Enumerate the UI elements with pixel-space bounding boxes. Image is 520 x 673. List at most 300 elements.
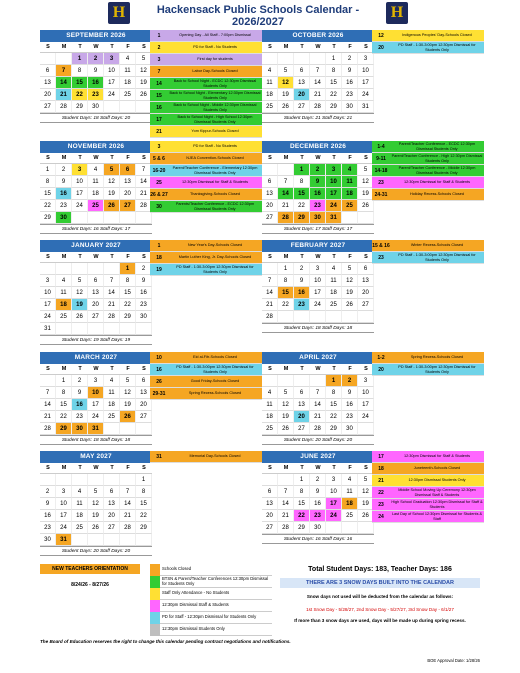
board-footnote: The Board of Education reserves the right to change this calendar pending contract negotiations and notifications. xyxy=(40,639,291,644)
day-cell: 6 xyxy=(262,486,278,498)
event-row xyxy=(150,376,262,388)
day-cell: 9 xyxy=(56,176,72,188)
empty-cell xyxy=(56,323,72,335)
event-date: 2 xyxy=(150,42,168,53)
event-date: 30 xyxy=(150,201,168,212)
month-day-counts: Student Days: 17 Staff Days: 17 xyxy=(262,224,374,234)
totals-title: Total Student Days: 183, Teacher Days: 186 xyxy=(308,566,452,573)
event-date: 5 & 6 xyxy=(150,153,168,164)
day-cell: 19 xyxy=(278,89,294,101)
day-cell: 13 xyxy=(358,275,374,287)
day-cell: 15 xyxy=(326,77,342,89)
event-date: 14-18 xyxy=(372,165,390,176)
day-cell: 4 xyxy=(262,65,278,77)
day-cell: 21 xyxy=(262,299,278,311)
day-cell: 8 xyxy=(72,65,88,77)
day-cell: 23 xyxy=(342,89,358,101)
day-cell: 26 xyxy=(278,101,294,113)
weekday-label: W xyxy=(88,463,104,474)
day-cell: 12 xyxy=(136,65,152,77)
month-day-counts: Student Days: 18 Staff Days: 18 xyxy=(40,435,152,445)
day-cell: 2 xyxy=(88,53,104,65)
weekday-label: S xyxy=(262,153,278,164)
weekday-label: M xyxy=(278,252,294,263)
day-cell: 10 xyxy=(326,176,342,188)
day-cell: 17 xyxy=(358,399,374,411)
day-cell: 28 xyxy=(278,212,294,224)
day-cell: 27 xyxy=(88,311,104,323)
event-text: Back to School Night - Middle 12:30pm Dismissal Students Only xyxy=(168,102,262,113)
event-date: 17 xyxy=(372,451,390,462)
weekday-label: S xyxy=(136,42,152,53)
day-cell: 17 xyxy=(326,188,342,200)
event-text: Memorial Day-Schools Closed xyxy=(168,451,262,462)
day-cell: 24 xyxy=(40,311,56,323)
event-row xyxy=(150,30,262,42)
day-cell: 20 xyxy=(294,89,310,101)
day-cell: 21 xyxy=(120,510,136,522)
day-cell: 25 xyxy=(72,522,88,534)
weekday-label: F xyxy=(120,252,136,263)
event-list xyxy=(372,451,484,523)
event-list xyxy=(372,240,484,264)
day-cell: 25 xyxy=(88,200,104,212)
weekday-label: T xyxy=(104,463,120,474)
day-cell: 1 xyxy=(294,164,310,176)
event-date: 1-4 xyxy=(372,141,390,152)
empty-cell xyxy=(136,212,152,224)
month-title: OCTOBER 2026 xyxy=(262,30,374,42)
day-cell: 28 xyxy=(136,200,152,212)
weekday-label: T xyxy=(72,153,88,164)
day-cell: 25 xyxy=(326,299,342,311)
day-cell: 16 xyxy=(310,188,326,200)
legend-item xyxy=(150,588,272,600)
event-row xyxy=(372,475,484,487)
day-cell: 24 xyxy=(72,200,88,212)
empty-cell xyxy=(262,53,278,65)
event-text: Parent/Teacher Conference - Middle 12:30pm Dismissal Students Only xyxy=(390,165,484,176)
day-cell: 30 xyxy=(310,212,326,224)
event-row xyxy=(372,141,484,153)
day-cell: 29 xyxy=(40,212,56,224)
event-text: High School Graduation 12:30pm Dismissal for Staff & Students xyxy=(391,500,483,509)
day-cell: 23 xyxy=(72,411,88,423)
day-cell: 27 xyxy=(40,101,56,113)
day-cell: 3 xyxy=(358,375,374,387)
day-cell: 8 xyxy=(294,176,310,188)
event-text: Spring Recess-Schools Closed xyxy=(390,352,484,363)
empty-cell xyxy=(88,534,104,546)
empty-cell xyxy=(40,263,56,275)
snow-days-makeup: If more than 3 snow days are used, days will be made up during spring recess. xyxy=(294,618,466,623)
empty-cell xyxy=(342,311,358,323)
event-row xyxy=(150,201,262,213)
weekday-label: M xyxy=(56,252,72,263)
approval-date: BOE Approval Date: 1/28/26 xyxy=(427,658,480,663)
day-cell: 10 xyxy=(358,387,374,399)
day-cell: 22 xyxy=(326,89,342,101)
day-cell: 9 xyxy=(72,387,88,399)
snow-days-schedule: 1st Snow Day - 5/28/27, 2nd Snow Day - 5/27/27, 3rd Snow Day - 6/1/27 xyxy=(306,607,454,612)
day-cell: 22 xyxy=(278,299,294,311)
day-cell: 27 xyxy=(120,200,136,212)
day-cell: 6 xyxy=(294,65,310,77)
day-cell: 17 xyxy=(72,188,88,200)
day-cell: 4 xyxy=(88,164,104,176)
day-cell: 1 xyxy=(326,53,342,65)
event-list xyxy=(150,352,262,400)
event-date: 20 xyxy=(372,42,390,53)
month-calendar xyxy=(262,240,374,333)
day-cell: 16 xyxy=(88,77,104,89)
event-date: 14 xyxy=(150,78,168,89)
day-cell: 11 xyxy=(120,65,136,77)
empty-cell xyxy=(56,263,72,275)
day-cell: 3 xyxy=(326,474,342,486)
day-cell: 28 xyxy=(310,423,326,435)
day-cell: 6 xyxy=(358,263,374,275)
month-day-counts: Student Days: 18 Staff Days: 20 xyxy=(40,113,152,123)
empty-cell xyxy=(104,423,120,435)
day-cell: 12 xyxy=(104,176,120,188)
day-cell: 29 xyxy=(136,522,152,534)
day-cell: 5 xyxy=(104,164,120,176)
day-cell: 7 xyxy=(136,164,152,176)
event-text: Winter Recess-Schools Closed xyxy=(390,240,484,251)
day-cell: 7 xyxy=(104,275,120,287)
weekday-label: S xyxy=(40,42,56,53)
day-cell: 27 xyxy=(262,212,278,224)
legend-item xyxy=(150,600,272,612)
day-cell: 1 xyxy=(120,263,136,275)
day-cell: 18 xyxy=(342,188,358,200)
month-title: NOVEMBER 2026 xyxy=(40,141,152,153)
day-cell: 2 xyxy=(294,263,310,275)
day-cell: 7 xyxy=(278,486,294,498)
day-cell: 29 xyxy=(294,522,310,534)
event-date: 16-20 xyxy=(150,165,168,176)
event-text: 12:30pm Dismissal for Staff & Students xyxy=(168,177,262,188)
empty-cell xyxy=(104,212,120,224)
day-cell: 15 xyxy=(136,498,152,510)
day-cell: 20 xyxy=(294,411,310,423)
day-cell: 27 xyxy=(262,522,278,534)
day-cell: 29 xyxy=(326,423,342,435)
day-cell: 31 xyxy=(56,534,72,546)
header xyxy=(0,0,520,28)
color-legend xyxy=(150,564,272,636)
day-cell: 28 xyxy=(40,423,56,435)
event-text: Parent/Teacher Conference - High 12:30pm Dismissal Students Only xyxy=(391,154,483,163)
empty-cell xyxy=(88,323,104,335)
day-cell: 27 xyxy=(136,411,152,423)
day-cell: 15 xyxy=(294,498,310,510)
day-cell: 20 xyxy=(88,299,104,311)
weekday-label: M xyxy=(278,153,294,164)
day-cell: 11 xyxy=(342,176,358,188)
weekday-label: W xyxy=(310,463,326,474)
weekday-label: S xyxy=(40,364,56,375)
empty-cell xyxy=(310,311,326,323)
weekday-label: M xyxy=(278,463,294,474)
day-cell: 13 xyxy=(136,387,152,399)
empty-cell xyxy=(104,534,120,546)
empty-cell xyxy=(56,474,72,486)
weekday-label: F xyxy=(342,252,358,263)
weekday-label: S xyxy=(136,364,152,375)
day-cell: 13 xyxy=(104,498,120,510)
day-cell: 19 xyxy=(104,188,120,200)
weekday-label: F xyxy=(120,42,136,53)
day-cell: 15 xyxy=(56,399,72,411)
day-cell: 29 xyxy=(120,311,136,323)
empty-cell xyxy=(40,375,56,387)
day-cell: 18 xyxy=(262,411,278,423)
weekday-label: S xyxy=(358,364,374,375)
event-date: 9-11 xyxy=(372,153,390,164)
month-day-counts: Student Days: 21 Staff Days: 21 xyxy=(262,113,374,123)
day-cell: 22 xyxy=(72,89,88,101)
empty-cell xyxy=(136,323,152,335)
event-text: 12:30pm Dismissal Students Only xyxy=(390,475,484,486)
empty-cell xyxy=(120,323,136,335)
day-cell: 1 xyxy=(326,375,342,387)
event-row xyxy=(372,189,484,201)
month-title: JANUARY 2027 xyxy=(40,240,152,252)
event-row xyxy=(372,165,484,177)
event-text: Good Friday-Schools Closed xyxy=(168,376,262,387)
day-cell: 17 xyxy=(326,498,342,510)
month-day-counts: Student Days: 16 Staff Days: 17 xyxy=(40,224,152,234)
weekday-label: T xyxy=(326,42,342,53)
empty-cell xyxy=(278,164,294,176)
event-text: Parent/Teacher Conference - Elementary 12:30pm Dismissal Students Only xyxy=(168,165,262,176)
legend-item xyxy=(150,624,272,636)
day-cell: 18 xyxy=(262,89,278,101)
day-cell: 23 xyxy=(136,299,152,311)
day-cell: 1 xyxy=(294,474,310,486)
day-cell: 22 xyxy=(294,200,310,212)
event-row xyxy=(372,352,484,364)
day-cell: 10 xyxy=(310,275,326,287)
event-row xyxy=(150,141,262,153)
day-cell: 25 xyxy=(262,101,278,113)
event-text: PD Staff - 1:30-3:00pm 12:30pm Dismissal for Students Only xyxy=(390,42,484,53)
day-cell: 28 xyxy=(310,101,326,113)
day-cell: 17 xyxy=(310,287,326,299)
weekday-label: S xyxy=(358,153,374,164)
legend-swatch xyxy=(150,588,160,600)
event-date: 16 xyxy=(150,364,168,375)
month-calendar xyxy=(40,141,152,234)
event-text: PD for Staff - No Students xyxy=(168,141,262,152)
day-cell: 23 xyxy=(56,200,72,212)
event-text: Thanksgiving-Schools Closed xyxy=(168,189,262,200)
day-cell: 1 xyxy=(56,375,72,387)
day-cell: 17 xyxy=(358,77,374,89)
day-cell: 17 xyxy=(56,510,72,522)
day-cell: 30 xyxy=(310,522,326,534)
weekday-label: W xyxy=(310,252,326,263)
weekday-label: T xyxy=(326,252,342,263)
day-cell: 2 xyxy=(72,375,88,387)
empty-cell xyxy=(310,375,326,387)
weekday-label: T xyxy=(72,463,88,474)
empty-cell xyxy=(120,534,136,546)
day-cell: 16 xyxy=(40,510,56,522)
day-cell: 28 xyxy=(56,101,72,113)
day-cell: 2 xyxy=(56,164,72,176)
month-calendar xyxy=(262,141,374,234)
day-cell: 13 xyxy=(294,399,310,411)
weekday-label: F xyxy=(342,153,358,164)
day-cell: 31 xyxy=(358,101,374,113)
event-text: 12:30pm Dismissal for Staff & Students xyxy=(390,177,484,188)
empty-cell xyxy=(88,212,104,224)
event-row xyxy=(372,511,484,523)
event-date: 18 xyxy=(150,252,168,263)
day-cell: 21 xyxy=(104,299,120,311)
day-cell: 9 xyxy=(310,176,326,188)
day-cell: 6 xyxy=(136,375,152,387)
day-cell: 20 xyxy=(104,510,120,522)
day-cell: 16 xyxy=(72,399,88,411)
day-cell: 28 xyxy=(278,522,294,534)
day-cell: 8 xyxy=(294,486,310,498)
event-text: Yom Kippur-Schools Closed xyxy=(168,126,262,137)
event-date: 1-2 xyxy=(372,352,390,363)
day-cell: 27 xyxy=(104,522,120,534)
day-cell: 25 xyxy=(104,411,120,423)
weekday-label: S xyxy=(40,463,56,474)
day-cell: 21 xyxy=(278,510,294,522)
legend-swatch xyxy=(150,612,160,624)
day-cell: 6 xyxy=(262,176,278,188)
weekday-label: S xyxy=(136,153,152,164)
snow-days-banner: THERE ARE 3 SNOW DAYS BUILT INTO THE CALENDAR xyxy=(280,578,480,588)
event-date: 24-31 xyxy=(372,189,390,200)
day-cell: 31 xyxy=(40,323,56,335)
empty-cell xyxy=(120,474,136,486)
day-cell: 12 xyxy=(88,498,104,510)
weekday-label: S xyxy=(358,252,374,263)
day-cell: 14 xyxy=(56,77,72,89)
month-calendar xyxy=(40,352,152,445)
empty-cell xyxy=(326,311,342,323)
legend-label: 12:30pm Dismissal Students Only xyxy=(162,626,225,632)
event-list xyxy=(372,352,484,376)
day-cell: 11 xyxy=(72,498,88,510)
empty-cell xyxy=(136,423,152,435)
day-cell: 25 xyxy=(342,510,358,522)
event-list xyxy=(372,141,484,201)
event-list xyxy=(150,141,262,213)
day-cell: 30 xyxy=(40,534,56,546)
day-cell: 21 xyxy=(278,200,294,212)
day-cell: 2 xyxy=(310,164,326,176)
empty-cell xyxy=(56,53,72,65)
day-cell: 31 xyxy=(326,212,342,224)
day-cell: 23 xyxy=(342,411,358,423)
day-cell: 21 xyxy=(136,188,152,200)
day-cell: 19 xyxy=(358,188,374,200)
day-cell: 20 xyxy=(262,200,278,212)
weekday-label: T xyxy=(72,252,88,263)
totals-box xyxy=(280,564,480,623)
weekday-label: M xyxy=(56,463,72,474)
event-date: 21 xyxy=(372,475,390,486)
weekday-label: T xyxy=(104,42,120,53)
day-cell: 25 xyxy=(342,200,358,212)
day-cell: 5 xyxy=(136,53,152,65)
event-date: 31 xyxy=(150,451,168,462)
empty-cell xyxy=(40,53,56,65)
day-cell: 28 xyxy=(120,522,136,534)
weekday-label: F xyxy=(342,42,358,53)
weekday-label: F xyxy=(342,463,358,474)
day-cell: 14 xyxy=(278,188,294,200)
day-cell: 9 xyxy=(342,387,358,399)
day-cell: 12 xyxy=(278,399,294,411)
event-text: PD for Staff - No Students xyxy=(168,42,262,53)
day-cell: 24 xyxy=(56,522,72,534)
day-cell: 19 xyxy=(88,510,104,522)
weekday-label: F xyxy=(120,153,136,164)
day-cell: 18 xyxy=(88,188,104,200)
day-cell: 30 xyxy=(72,423,88,435)
day-cell: 16 xyxy=(294,287,310,299)
weekday-label: T xyxy=(294,463,310,474)
event-date: 15 & 16 xyxy=(372,240,390,251)
day-cell: 18 xyxy=(72,510,88,522)
event-row xyxy=(150,252,262,264)
event-list xyxy=(372,30,484,54)
day-cell: 20 xyxy=(40,89,56,101)
event-text: Spring Recess-Schools Closed xyxy=(168,388,262,399)
day-cell: 10 xyxy=(40,287,56,299)
day-cell: 26 xyxy=(358,510,374,522)
day-cell: 13 xyxy=(88,287,104,299)
weekday-label: S xyxy=(136,252,152,263)
weekday-label: W xyxy=(88,364,104,375)
day-cell: 14 xyxy=(40,399,56,411)
day-cell: 26 xyxy=(342,299,358,311)
event-row xyxy=(372,364,484,376)
empty-cell xyxy=(358,522,374,534)
month-calendar xyxy=(262,30,374,123)
day-cell: 20 xyxy=(262,510,278,522)
day-cell: 4 xyxy=(342,164,358,176)
day-cell: 29 xyxy=(326,101,342,113)
event-row xyxy=(150,114,262,126)
empty-cell xyxy=(278,311,294,323)
day-cell: 4 xyxy=(56,275,72,287)
event-text: Opening Day - All Staff - 7:00pm Dismissal xyxy=(168,30,262,41)
page-title: Hackensack Public Schools Calendar - 2026/2027 xyxy=(156,4,360,28)
day-cell: 2 xyxy=(136,263,152,275)
weekday-label: F xyxy=(342,364,358,375)
weekday-label: M xyxy=(278,364,294,375)
weekday-label: T xyxy=(104,364,120,375)
day-cell: 16 xyxy=(136,287,152,299)
event-text: New Year's Day-Schools Closed xyxy=(168,240,262,251)
empty-cell xyxy=(358,423,374,435)
event-row xyxy=(150,78,262,90)
day-cell: 23 xyxy=(294,299,310,311)
day-cell: 4 xyxy=(72,486,88,498)
weekday-label: W xyxy=(88,252,104,263)
